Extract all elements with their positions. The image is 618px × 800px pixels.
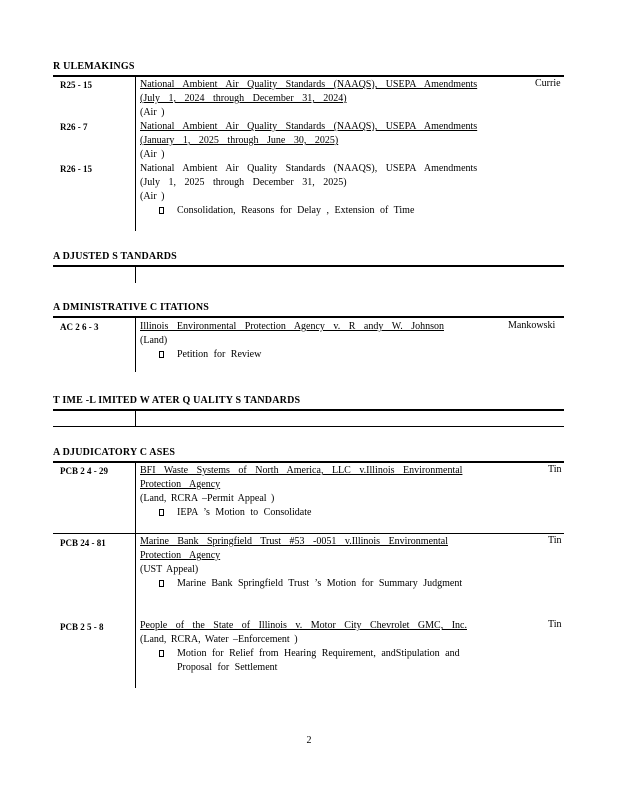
row-separator [53,533,564,534]
case-number: PCB 24 - 81 [60,538,106,548]
motion-item [140,647,490,675]
case-number: R25 - 15 [60,80,92,90]
case-number: AC 2 6 - 3 [60,322,99,332]
section-rule-thin [53,426,564,427]
motion-text: Marine Bank Springfield Trust ’s Motion for Summary Judgment [177,578,463,589]
column-divider [135,77,136,231]
motion-item [140,577,490,591]
section-heading-administrative-citations: A DMINISTRATIVE C ITATIONS [53,302,210,313]
section-heading-adjusted-standards: A DJUSTED S TANDARDS [53,251,177,262]
case-entry [140,78,490,120]
case-title-link[interactable]: Marine Bank Springfield Trust #53 -0051 v.Illinois Environmental Protection Agency [140,536,449,561]
case-entry [140,120,490,162]
case-number: PCB 2 4 - 29 [60,466,108,476]
staff-name: Tin [548,535,562,546]
motion-text: IEPA ’s Motion to Consolidate [177,507,312,518]
staff-name: Mankowski [508,320,556,331]
case-number: R26 - 7 [60,122,88,132]
section-heading-adjudicatory-cases: A DJUDICATORY C ASES [53,447,176,458]
section-heading-rulemakings: R ULEMAKINGS [53,61,135,72]
motion-text: Consolidation, Reasons for Delay , Extension of Time [177,205,415,216]
checkbox-bullet-icon [159,351,164,358]
case-title-link[interactable]: National Ambient Air Quality Standards (NAAQS), USEPA Amendments (January 1, 2025 through June 30, 2025) [140,121,478,146]
case-title-link[interactable]: People of the State of Illinois v. Motor City Chevrolet GMC, Inc. [140,620,467,631]
case-entry [140,320,490,362]
section-rule [53,409,564,411]
case-entry [140,162,490,218]
case-category: (Land) [140,335,168,346]
page-number: 2 [306,735,312,746]
staff-name: Tin [548,464,562,475]
motion-text: Petition for Review [177,349,262,360]
section-rule [53,75,564,77]
case-category: (Land, RCRA –Permit Appeal ) [140,493,275,504]
motion-item [140,506,490,520]
section-heading-time-limited-water-quality-standards: T IME -L IMITED W ATER Q UALITY S TANDARDS [53,395,301,406]
checkbox-bullet-icon [159,207,164,214]
motion-text: Motion for Relief from Hearing Requirement, andStipulation and Proposal for Settlement [177,648,460,673]
staff-name: Currie [535,78,561,89]
case-entry [140,535,490,591]
case-category: (Air ) [140,149,165,160]
case-title-link[interactable]: Illinois Environmental Protection Agency v. R andy W. Johnson [140,321,444,332]
case-title-link[interactable]: National Ambient Air Quality Standards (NAAQS), USEPA Amendments (July 1, 2024 through December 31, 2024) [140,79,478,104]
case-category: (Land, RCRA, Water –Enforcement ) [140,634,298,645]
column-divider [135,463,136,688]
case-title-link[interactable]: BFI Waste Systems of North America, LLC v.Illinois Environmental Protection Agency [140,465,463,490]
case-number: R26 - 15 [60,164,92,174]
case-entry [140,619,490,675]
section-rule [53,461,564,463]
column-divider [135,411,136,426]
motion-item [140,204,490,218]
motion-item [140,348,490,362]
section-rule [53,316,564,318]
case-category: (Air ) [140,191,165,202]
case-number: PCB 2 5 - 8 [60,622,104,632]
checkbox-bullet-icon [159,650,164,657]
case-category: (Air ) [140,107,165,118]
checkbox-bullet-icon [159,509,164,516]
column-divider [135,267,136,283]
case-entry [140,464,490,520]
checkbox-bullet-icon [159,580,164,587]
case-title: National Ambient Air Quality Standards (NAAQS), USEPA Amendments (July 1, 2025 through December 31, 2025) [140,163,478,188]
staff-name: Tin [548,619,562,630]
section-rule [53,265,564,267]
column-divider [135,318,136,372]
case-category: (UST Appeal) [140,564,199,575]
